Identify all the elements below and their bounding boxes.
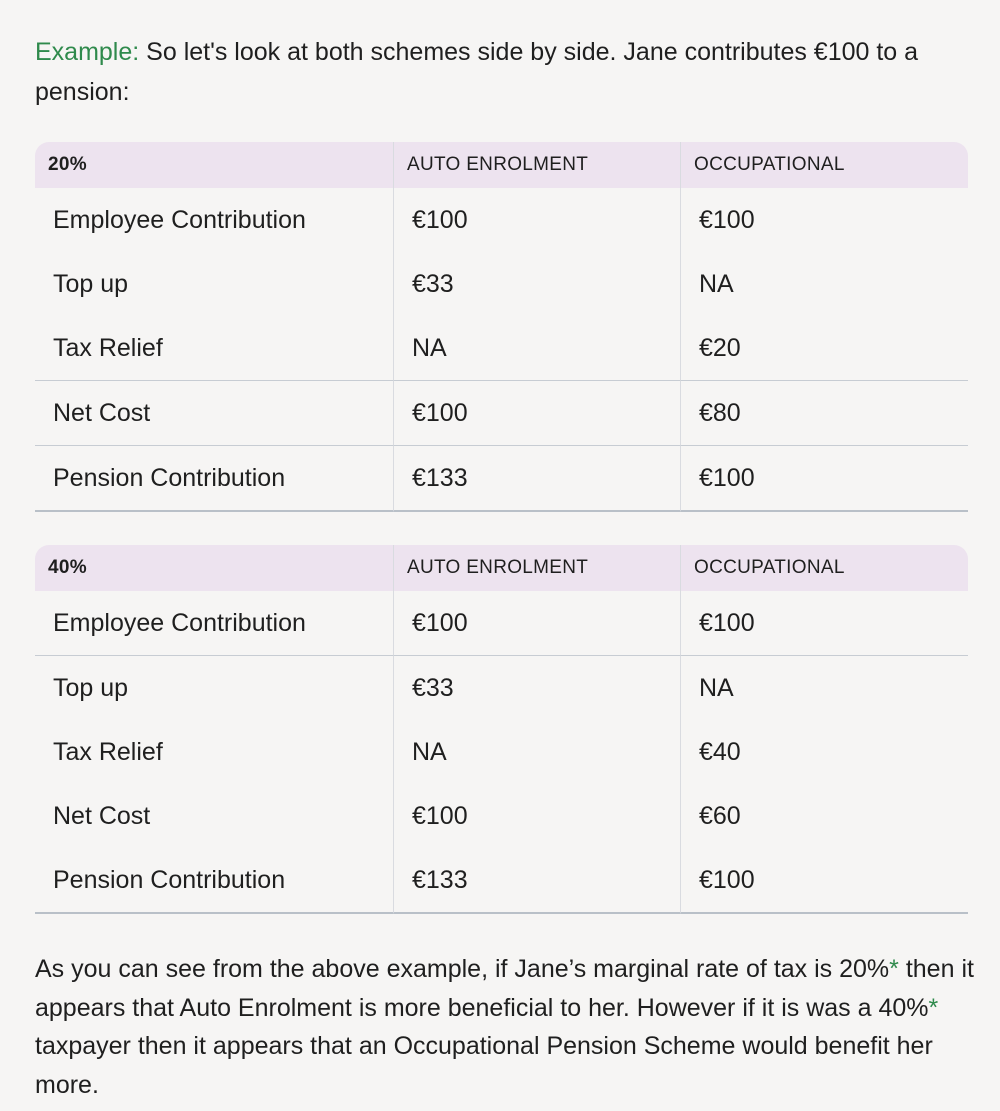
- row-label: Employee Contribution: [53, 205, 306, 234]
- row-label: Tax Relief: [53, 737, 163, 766]
- occupational-value: NA: [680, 656, 968, 720]
- table-row: [35, 316, 968, 381]
- table-row: [35, 252, 968, 316]
- auto-value: €33: [393, 656, 680, 720]
- occupational-value: €100: [680, 188, 968, 252]
- table-header-row: [35, 545, 968, 591]
- table-header-row: [35, 142, 968, 188]
- auto-value: NA: [393, 720, 680, 784]
- auto-value: €100: [393, 381, 680, 446]
- occupational-value: €60: [680, 784, 968, 848]
- row-label: Net Cost: [53, 801, 151, 830]
- row-label: Pension Contribution: [35, 848, 393, 914]
- occupational-value: €80: [680, 381, 968, 446]
- asterisk-marker: *: [889, 955, 899, 983]
- comparison-table-20: [35, 142, 968, 512]
- rate-header: 20%: [35, 142, 393, 188]
- auto-enrolment-header: AUTO ENROLMENT: [393, 545, 680, 591]
- example-label: Example:: [35, 38, 140, 66]
- occupational-value: €100: [680, 446, 968, 512]
- occupational-value: €100: [680, 848, 968, 914]
- summary-text-part-1: As you can see from the above example, if Jane’s marginal rate of tax is 20%: [35, 955, 890, 983]
- auto-value: €33: [393, 252, 680, 316]
- auto-value: €100: [393, 591, 680, 656]
- table-row: [35, 381, 968, 446]
- summary-paragraph: [35, 950, 975, 1104]
- row-label: Employee Contribution: [35, 591, 393, 656]
- comparison-table-40: [35, 545, 968, 914]
- row-label: Top up: [53, 269, 129, 298]
- row-label: Pension Contribution: [35, 446, 393, 512]
- row-label: Tax Relief: [35, 316, 393, 381]
- occupational-header: OCCUPATIONAL: [680, 142, 968, 188]
- row-label: Net Cost: [35, 381, 393, 446]
- occupational-value: €20: [680, 316, 968, 381]
- summary-text-part-2: then it appears that Auto Enrolment is more beneficial to her. However if it is was a 40%: [35, 955, 974, 1022]
- table-row: [35, 848, 968, 914]
- table-row: [35, 591, 968, 656]
- summary-text-part-3: taxpayer then it appears that an Occupational Pension Scheme would benefit her more.: [35, 1032, 933, 1099]
- auto-value: €100: [393, 188, 680, 252]
- occupational-value: €40: [680, 720, 968, 784]
- table-row: [35, 656, 968, 720]
- auto-value: €133: [393, 446, 680, 512]
- asterisk-marker: *: [928, 993, 939, 1022]
- occupational-value: €100: [680, 591, 968, 656]
- intro-paragraph: [35, 32, 965, 112]
- row-label: Top up: [53, 673, 129, 702]
- occupational-value: NA: [680, 252, 968, 316]
- occupational-header: OCCUPATIONAL: [680, 545, 968, 591]
- table-row: [35, 188, 968, 252]
- auto-value: €100: [393, 784, 680, 848]
- auto-enrolment-header: AUTO ENROLMENT: [393, 142, 680, 188]
- auto-value: €133: [393, 848, 680, 914]
- rate-header: 40%: [35, 545, 393, 591]
- intro-text: So let's look at both schemes side by side. Jane contributes €100 to a pension:: [35, 38, 919, 106]
- table-row: [35, 784, 968, 848]
- auto-value: NA: [393, 316, 680, 381]
- table-row: [35, 446, 968, 512]
- table-row: [35, 720, 968, 784]
